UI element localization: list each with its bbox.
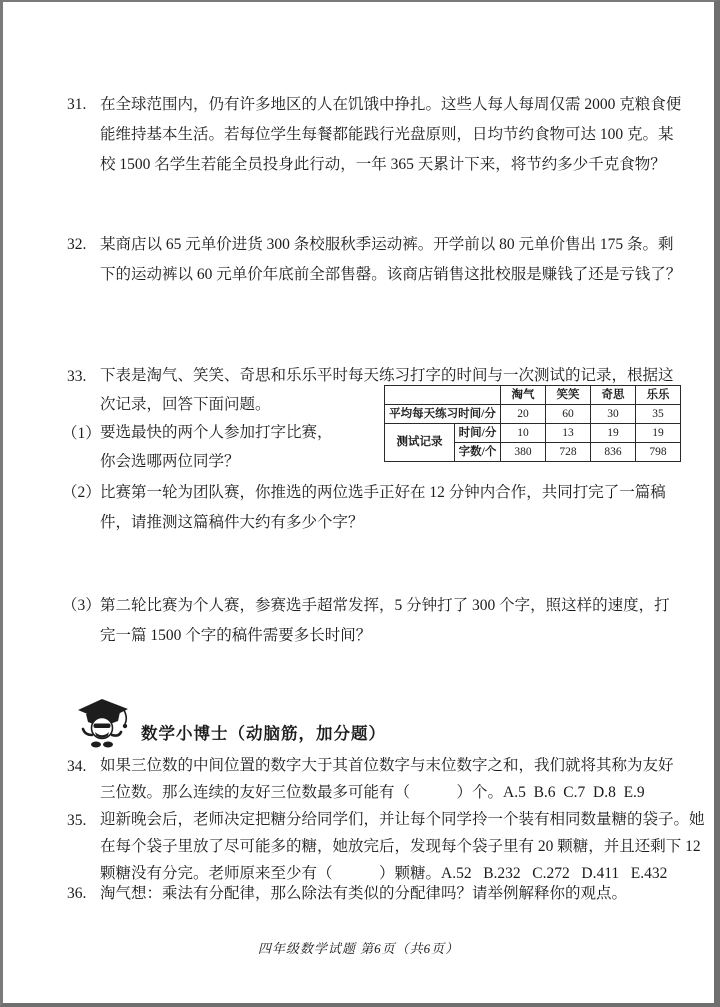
question-32-number: 32. xyxy=(67,236,87,253)
question-34 xyxy=(67,752,696,806)
question-33-line-1: 下表是淘气、笑笑、奇思和乐乐平时每天练习打字的时间与一次测试的记录，根据这 xyxy=(100,367,674,384)
sub-question-1-number: （1） xyxy=(62,425,101,442)
table-cell: 380 xyxy=(501,443,546,462)
typing-record-table xyxy=(384,385,681,462)
table-cell: 728 xyxy=(546,443,591,462)
table-cell: 836 xyxy=(591,443,636,462)
question-33-number: 33. xyxy=(67,368,87,385)
table-col-header: 乐乐 xyxy=(636,386,681,405)
math-doctor-icon xyxy=(74,694,132,749)
question-35 xyxy=(67,806,705,887)
sub-question-3-number: （3） xyxy=(62,597,101,614)
table-cell: 19 xyxy=(636,424,681,443)
sub-question-1-line-2: 你会选哪两位同学？ xyxy=(100,452,240,470)
question-33-line-2: 次记录，回答下面问题。 xyxy=(100,395,271,413)
exam-content xyxy=(62,90,705,909)
sub-question-3-line-1: 第二轮比赛为个人赛，参赛选手超常发挥，5 分钟打了 300 个字，照这样的速度，打 xyxy=(100,597,670,614)
table-cell: 30 xyxy=(591,405,636,424)
table-col-header: 淘气 xyxy=(501,386,546,405)
table-row-test-time xyxy=(385,424,681,443)
row-label: 平均每天练习时间/分 xyxy=(385,405,501,424)
question-35-line-3: 颗糖没有分完。老师原来至少有（ ）颗糖。A.52 B.232 C.272 D.411 E.432 xyxy=(100,865,668,882)
question-31 xyxy=(67,90,696,180)
question-31-line-2: 能维持基本生活。若每位学生每餐都能践行光盘原则，日均节约食物可达 100 克。某 xyxy=(100,126,674,143)
table-corner-cell xyxy=(385,386,501,405)
question-32-line-1: 某商店以 65 元单价进货 300 条校服秋季运动裤。开学前以 80 元单价售出 175 条。剩 xyxy=(100,236,674,253)
table-header-row xyxy=(385,386,681,405)
table-cell: 35 xyxy=(636,405,681,424)
question-33 xyxy=(62,362,696,476)
question-31-number: 31. xyxy=(67,96,87,113)
page-footer: 四年级数学试题 第6页（共6页） xyxy=(257,941,460,956)
table-col-header: 奇思 xyxy=(591,386,636,405)
sub-question-2-number: （2） xyxy=(62,484,101,501)
row-group-label: 测试记录 xyxy=(385,424,455,462)
question-32 xyxy=(67,230,696,290)
question-35-line-2: 在每个袋子里放了尽可能多的糖，她放完后，发现每个袋子里有 20 颗糖，并且还剩下 12 xyxy=(100,838,701,855)
bonus-section-header xyxy=(74,694,696,749)
table-row-practice-time xyxy=(385,405,681,424)
sub-question-2-line-2: 件，请推测这篇稿件大约有多少个字？ xyxy=(100,514,364,531)
table-cell: 10 xyxy=(501,424,546,443)
question-32-line-2: 下的运动裤以 60 元单价年底前全部售罄。该商店销售这批校服是赚钱了还是亏钱了？ xyxy=(100,266,682,283)
table-cell: 20 xyxy=(501,405,546,424)
question-31-line-1: 在全球范围内，仍有许多地区的人在饥饿中挣扎。这些人每人每周仅需 2000 克粮食便 xyxy=(100,96,682,113)
question-35-number: 35. xyxy=(67,812,87,829)
table-cell: 19 xyxy=(591,424,636,443)
row-label: 字数/个 xyxy=(455,443,501,462)
bonus-section-title: 数学小博士（动脑筋，加分题） xyxy=(141,724,386,743)
question-34-line-1: 如果三位数的中间位置的数字大于其首位数字与末位数字之和，我们就将其称为友好 xyxy=(100,757,674,774)
table-cell: 60 xyxy=(546,405,591,424)
question-33-sub-2 xyxy=(62,478,696,538)
sub-question-1-line-1: 要选最快的两个人参加打字比赛， xyxy=(100,424,333,441)
table-col-header: 笑笑 xyxy=(546,386,591,405)
question-34-line-2: 三位数。那么连续的友好三位数最多可能有（ ）个。A.5 B.6 C.7 D.8 E.9 xyxy=(100,784,645,801)
question-33-sub-3 xyxy=(62,591,696,651)
sub-question-2-line-1: 比赛第一轮为团队赛，你推选的两位选手正好在 12 分钟内合作，共同打完了一篇稿 xyxy=(100,484,666,501)
row-label: 时间/分 xyxy=(455,424,501,443)
question-35-line-1: 迎新晚会后，老师决定把糖分给同学们，并让每个同学拎一个装有相同数量糖的袋子。她 xyxy=(100,811,705,828)
sub-question-3-line-2: 完一篇 1500 个字的稿件需要多长时间？ xyxy=(100,627,372,644)
question-36-line-1: 淘气想：乘法有分配律，那么除法有类似的分配律吗？请举例解释你的观点。 xyxy=(100,885,628,902)
table-cell: 13 xyxy=(546,424,591,443)
question-31-line-3: 校 1500 名学生若能全员投身此行动，一年 365 天累计下来，将节约多少千克食物？ xyxy=(100,156,666,173)
question-36-number: 36. xyxy=(67,885,87,902)
question-36 xyxy=(67,879,696,909)
question-34-number: 34. xyxy=(67,758,87,775)
table-cell: 798 xyxy=(636,443,681,462)
